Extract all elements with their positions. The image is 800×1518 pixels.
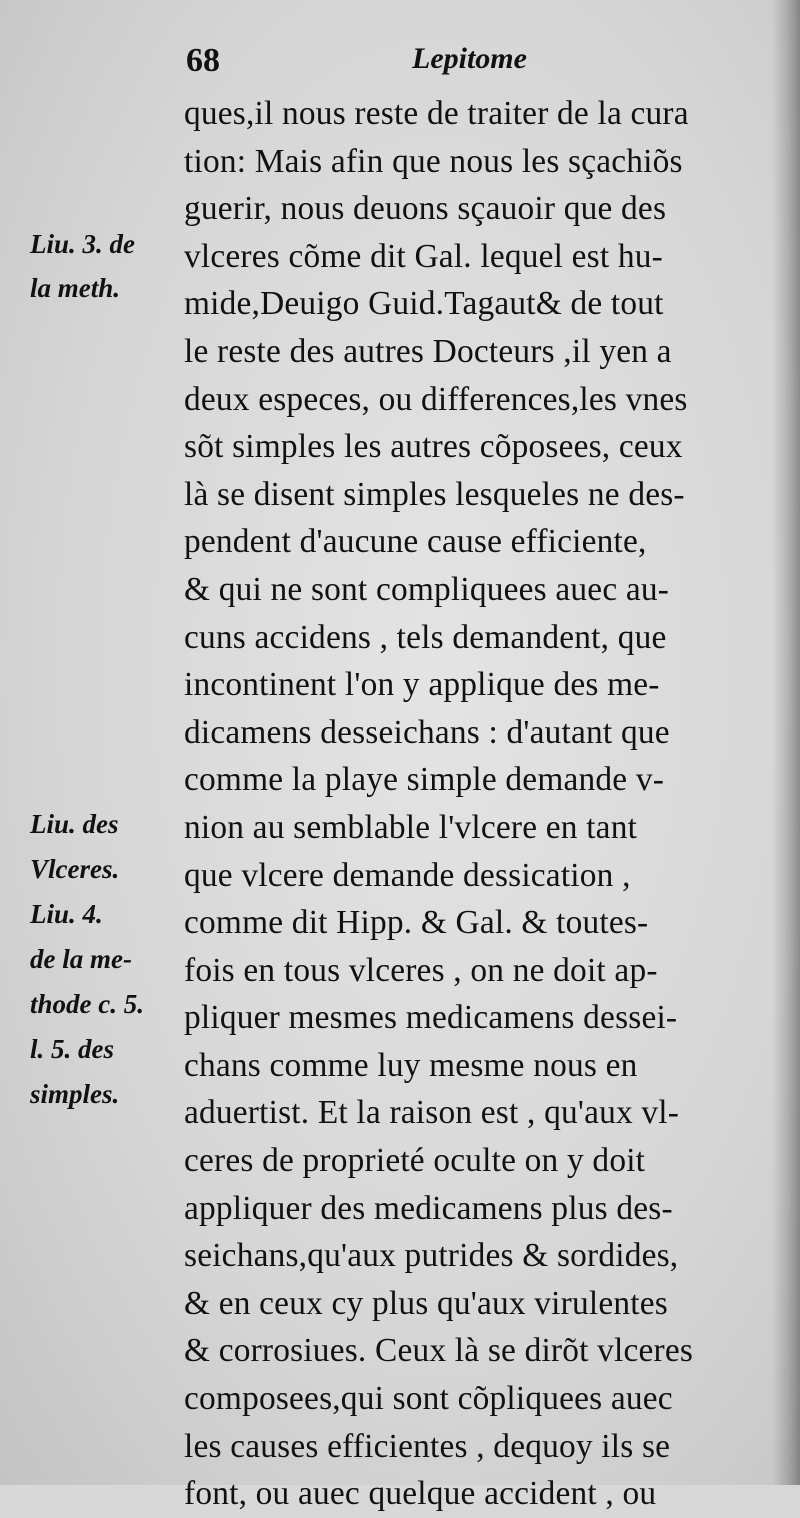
text-line: que vlcere demande dessication , (184, 856, 631, 894)
margin-note-line: Liu. 4. (30, 899, 103, 929)
text-line: fois en tous vlceres , on ne doit ap- (184, 951, 658, 989)
text-line: vlceres cõme dit Gal. lequel est hu- (184, 237, 663, 275)
text-line: sõt simples les autres cõposees, ceux (184, 428, 683, 466)
margin-note-reference-2 (30, 802, 190, 1117)
body-text (184, 90, 754, 1518)
text-line: dicamens desseichans : d'autant que (184, 713, 670, 751)
text-line: seichans,qu'aux putrides & sordides, (184, 1237, 679, 1275)
margin-note-line: Liu. 3. de (30, 229, 135, 259)
text-line: nion au semblable l'vlcere en tant (184, 808, 638, 846)
page-header (186, 42, 746, 92)
text-line: deux especes, ou differences,les vnes (184, 380, 688, 418)
text-line: ceres de proprieté oculte on y doit (184, 1142, 646, 1180)
margin-note-line: de la me- (30, 944, 132, 974)
margin-note-line: Liu. des (30, 809, 119, 839)
margin-note-line: simples. (30, 1079, 120, 1109)
text-line: & corrosiues. Ceux là se dirõt vlceres (184, 1332, 694, 1370)
text-line: le reste des autres Docteurs ,il yen a (184, 332, 672, 370)
margin-note-line: Vlceres. (30, 854, 120, 884)
text-line: mide,Deuigo Guid.Tagaut& de tout (184, 285, 664, 323)
margin-note-reference-1 (30, 222, 190, 310)
text-line: ques,il nous reste de traiter de la cura (184, 95, 689, 132)
text-line: incontinent l'on y applique des me- (184, 666, 660, 704)
text-line: cuns accidens , tels demandent, que (184, 618, 667, 656)
text-line: composees,qui sont cõpliquees auec (184, 1380, 673, 1418)
page-spine-shadow (772, 0, 800, 1485)
margin-note-line: l. 5. des (30, 1034, 114, 1064)
margin-note-line: thode c. 5. (30, 989, 144, 1019)
text-line: appliquer des medicamens plus des- (184, 1189, 673, 1227)
text-line: & en ceux cy plus qu'aux virulentes (184, 1284, 668, 1322)
page-number: 68 (186, 42, 220, 79)
text-line: aduertist. Et la raison est , qu'aux vl- (184, 1094, 680, 1132)
text-line: pendent d'aucune cause efficiente, (184, 523, 647, 561)
running-title: Lepitome (412, 42, 527, 75)
text-line: chans comme luy mesme nous en (184, 1046, 638, 1084)
text-line: & qui ne sont compliquees auec au- (184, 570, 670, 608)
text-line: là se disent simples lesqueles ne des- (184, 475, 685, 513)
margin-note-line: la meth. (30, 273, 121, 303)
text-line: tion: Mais afin que nous les sçachiõs (184, 142, 683, 180)
text-line: pliquer mesmes medicamens dessei- (184, 999, 678, 1037)
text-line: guerir, nous deuons sçauoir que des (184, 190, 667, 228)
text-line: les causes efficientes , dequoy ils se (184, 1427, 671, 1465)
text-line: comme dit Hipp. & Gal. & toutes- (184, 904, 649, 942)
text-line: comme la playe simple demande v- (184, 761, 665, 799)
text-line: font, ou auec quelque accident , ou (184, 1475, 657, 1513)
